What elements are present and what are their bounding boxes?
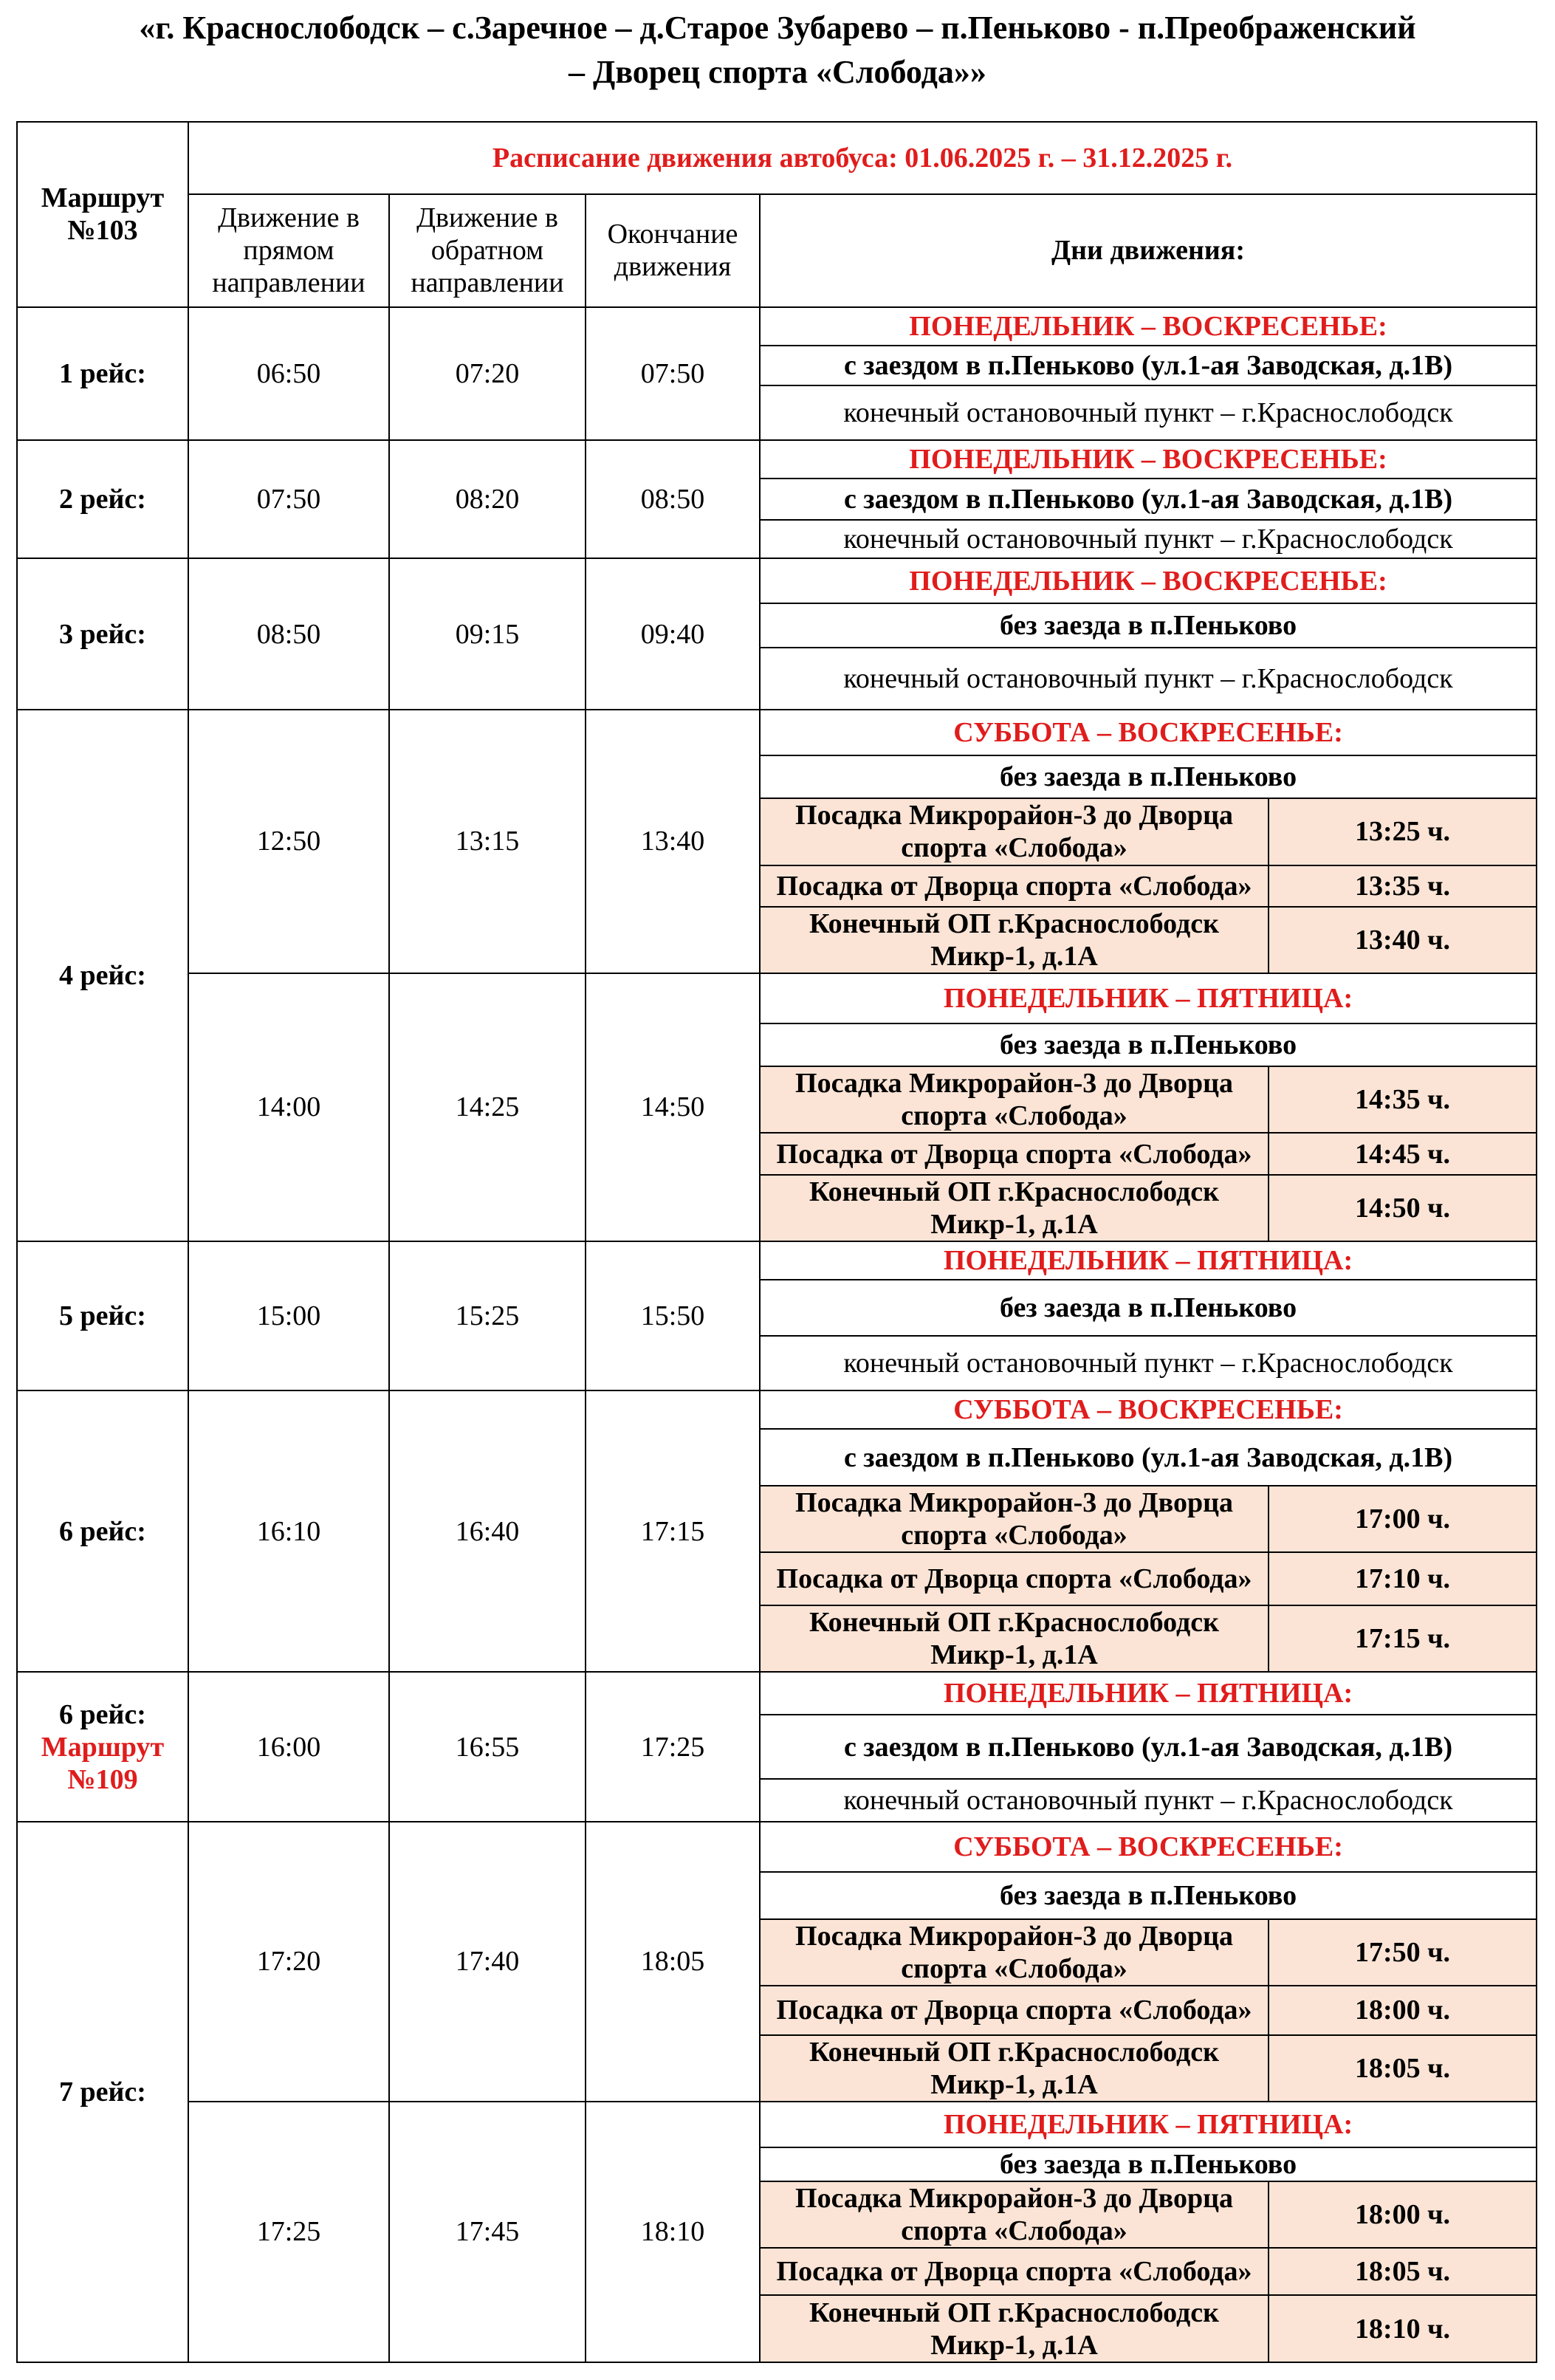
stop-time: 18:00 ч.: [1269, 2181, 1537, 2248]
table-row: [17, 710, 1537, 755]
backward-time: 16:55: [389, 1672, 586, 1822]
forward-time: 08:50: [188, 558, 389, 710]
trip-label: 6 рейс:: [59, 1698, 146, 1730]
end-time: 17:25: [586, 1672, 760, 1822]
col-backward-header: Движение в обратном направлении: [389, 194, 586, 306]
end-time: 13:40: [586, 710, 760, 973]
forward-time: 17:25: [188, 2102, 389, 2362]
trip-label: 6 рейс:: [17, 1390, 188, 1672]
stop-time: 13:25 ч.: [1269, 798, 1537, 865]
stop-label: Посадка Микрорайон-3 до Дворца спорта «Слобода»: [760, 2181, 1269, 2248]
stop-label: Посадка Микрорайон-3 до Дворца спорта «Слобода»: [760, 1066, 1269, 1133]
route-note: без заезда в п.Пеньково: [760, 755, 1537, 798]
forward-time: 14:00: [188, 973, 389, 1241]
stop-time: 13:40 ч.: [1269, 907, 1537, 973]
page-title: [0, 6, 1555, 95]
stop-time: 14:35 ч.: [1269, 1066, 1537, 1133]
table-row: [17, 440, 1537, 479]
operating-days: ПОНЕДЕЛЬНИК – ВОСКРЕСЕНЬЕ:: [760, 440, 1537, 479]
backward-time: 07:20: [389, 307, 586, 440]
route-note: с заездом в п.Пеньково (ул.1-ая Заводская, д.1В): [760, 1429, 1537, 1485]
end-time: 17:15: [586, 1390, 760, 1672]
col-forward-header: Движение в прямом направлении: [188, 194, 389, 306]
stop-time: 18:00 ч.: [1269, 1986, 1537, 2034]
operating-days: СУББОТА – ВОСКРЕСЕНЬЕ:: [760, 1390, 1537, 1429]
route-header: Маршрут №103: [17, 122, 188, 307]
stop-time: 17:10 ч.: [1269, 1552, 1537, 1605]
stop-label: Конечный ОП г.Краснослободск Микр-1, д.1А: [760, 1175, 1269, 1241]
title-line-1: «г. Краснослободск – с.Заречное – д.Старое Зубарево – п.Пеньково - п.Преображенский: [139, 10, 1416, 46]
col-end-header: Окончание движения: [586, 194, 760, 306]
trip-label: 5 рейс:: [17, 1241, 188, 1391]
end-time: 15:50: [586, 1241, 760, 1391]
stop-time: 13:35 ч.: [1269, 865, 1537, 907]
stop-label: Посадка от Дворца спорта «Слобода»: [760, 1133, 1269, 1174]
stop-label: Конечный ОП г.Краснослободск Микр-1, д.1А: [760, 2035, 1269, 2102]
operating-days: ПОНЕДЕЛЬНИК – ВОСКРЕСЕНЬЕ:: [760, 558, 1537, 603]
operating-days: ПОНЕДЕЛЬНИК – ПЯТНИЦА:: [760, 1672, 1537, 1715]
route-note: с заездом в п.Пеньково (ул.1-ая Заводская, д.1В): [760, 346, 1537, 385]
terminal-note: конечный остановочный пункт – г.Краснослободск: [760, 648, 1537, 710]
schedule-period: Расписание движения автобуса: 01.06.2025 г. – 31.12.2025 г.: [188, 122, 1537, 194]
operating-days: СУББОТА – ВОСКРЕСЕНЬЕ:: [760, 1822, 1537, 1872]
table-row: [17, 1390, 1537, 1429]
backward-time: 08:20: [389, 440, 586, 558]
schedule-table: [16, 121, 1537, 2363]
stop-label: Посадка от Дворца спорта «Слобода»: [760, 1552, 1269, 1605]
forward-time: 16:10: [188, 1390, 389, 1672]
trip-label: 7 рейс:: [17, 1822, 188, 2362]
table-row: [17, 1672, 1537, 1715]
backward-time: 09:15: [389, 558, 586, 710]
backward-time: 15:25: [389, 1241, 586, 1391]
end-time: 08:50: [586, 440, 760, 558]
table-row: [17, 558, 1537, 603]
forward-time: 16:00: [188, 1672, 389, 1822]
stop-time: 18:05 ч.: [1269, 2035, 1537, 2102]
stop-label: Конечный ОП г.Краснослободск Микр-1, д.1А: [760, 1605, 1269, 1672]
route-109-label: Маршрут №109: [41, 1731, 165, 1795]
stop-label: Посадка Микрорайон-3 до Дворца спорта «Слобода»: [760, 1919, 1269, 1986]
end-time: 18:05: [586, 1822, 760, 2102]
operating-days: ПОНЕДЕЛЬНИК – ВОСКРЕСЕНЬЕ:: [760, 307, 1537, 346]
table-row: [17, 973, 1537, 1023]
route-note: без заезда в п.Пеньково: [760, 1872, 1537, 1919]
stop-label: Посадка от Дворца спорта «Слобода»: [760, 2248, 1269, 2295]
trip-label: 3 рейс:: [17, 558, 188, 710]
trip-label: 1 рейс:: [17, 307, 188, 440]
route-note: без заезда в п.Пеньково: [760, 603, 1537, 648]
terminal-note: конечный остановочный пункт – г.Краснослободск: [760, 1779, 1537, 1822]
terminal-note: конечный остановочный пункт – г.Краснослободск: [760, 385, 1537, 440]
stop-time: 18:10 ч.: [1269, 2295, 1537, 2362]
route-note: без заезда в п.Пеньково: [760, 2147, 1537, 2181]
trip-label: 4 рейс:: [17, 710, 188, 1241]
backward-time: 14:25: [389, 973, 586, 1241]
terminal-note: конечный остановочный пункт – г.Краснослободск: [760, 1336, 1537, 1390]
stop-label: Конечный ОП г.Краснослободск Микр-1, д.1А: [760, 2295, 1269, 2362]
table-row: [17, 2102, 1537, 2147]
stop-time: 17:15 ч.: [1269, 1605, 1537, 1672]
stop-time: 17:00 ч.: [1269, 1486, 1537, 1552]
end-time: 18:10: [586, 2102, 760, 2362]
route-note: без заезда в п.Пеньково: [760, 1280, 1537, 1336]
header-row-1: [17, 122, 1537, 194]
operating-days: ПОНЕДЕЛЬНИК – ПЯТНИЦА:: [760, 1241, 1537, 1280]
stop-label: Конечный ОП г.Краснослободск Микр-1, д.1А: [760, 907, 1269, 973]
end-time: 07:50: [586, 307, 760, 440]
title-line-2: – Дворец спорта «Слобода»»: [569, 54, 986, 90]
stop-label: Посадка от Дворца спорта «Слобода»: [760, 1986, 1269, 2034]
backward-time: 17:45: [389, 2102, 586, 2362]
stop-time: 14:45 ч.: [1269, 1133, 1537, 1174]
backward-time: 17:40: [389, 1822, 586, 2102]
stop-time: 17:50 ч.: [1269, 1919, 1537, 1986]
end-time: 09:40: [586, 558, 760, 710]
operating-days: ПОНЕДЕЛЬНИК – ПЯТНИЦА:: [760, 973, 1537, 1023]
stop-time: 14:50 ч.: [1269, 1175, 1537, 1241]
stop-time: 18:05 ч.: [1269, 2248, 1537, 2295]
forward-time: 17:20: [188, 1822, 389, 2102]
end-time: 14:50: [586, 973, 760, 1241]
backward-time: 16:40: [389, 1390, 586, 1672]
operating-days: СУББОТА – ВОСКРЕСЕНЬЕ:: [760, 710, 1537, 755]
table-row: [17, 307, 1537, 346]
operating-days: ПОНЕДЕЛЬНИК – ПЯТНИЦА:: [760, 2102, 1537, 2147]
backward-time: 13:15: [389, 710, 586, 973]
forward-time: 07:50: [188, 440, 389, 558]
forward-time: 12:50: [188, 710, 389, 973]
header-row-2: [17, 194, 1537, 306]
forward-time: 06:50: [188, 307, 389, 440]
stop-label: Посадка Микрорайон-3 до Дворца спорта «Слобода»: [760, 1486, 1269, 1552]
forward-time: 15:00: [188, 1241, 389, 1391]
route-note: без заезда в п.Пеньково: [760, 1023, 1537, 1066]
stop-label: Посадка Микрорайон-3 до Дворца спорта «Слобода»: [760, 798, 1269, 865]
route-note: с заездом в п.Пеньково (ул.1-ая Заводская, д.1В): [760, 479, 1537, 520]
terminal-note: конечный остановочный пункт – г.Краснослободск: [760, 520, 1537, 558]
table-row: [17, 1241, 1537, 1280]
trip-label-route-109: [17, 1672, 188, 1822]
col-days-header: Дни движения:: [760, 194, 1537, 306]
stop-label: Посадка от Дворца спорта «Слобода»: [760, 865, 1269, 907]
route-note: с заездом в п.Пеньково (ул.1-ая Заводская, д.1В): [760, 1715, 1537, 1778]
trip-label: 2 рейс:: [17, 440, 188, 558]
table-row: [17, 1822, 1537, 1872]
